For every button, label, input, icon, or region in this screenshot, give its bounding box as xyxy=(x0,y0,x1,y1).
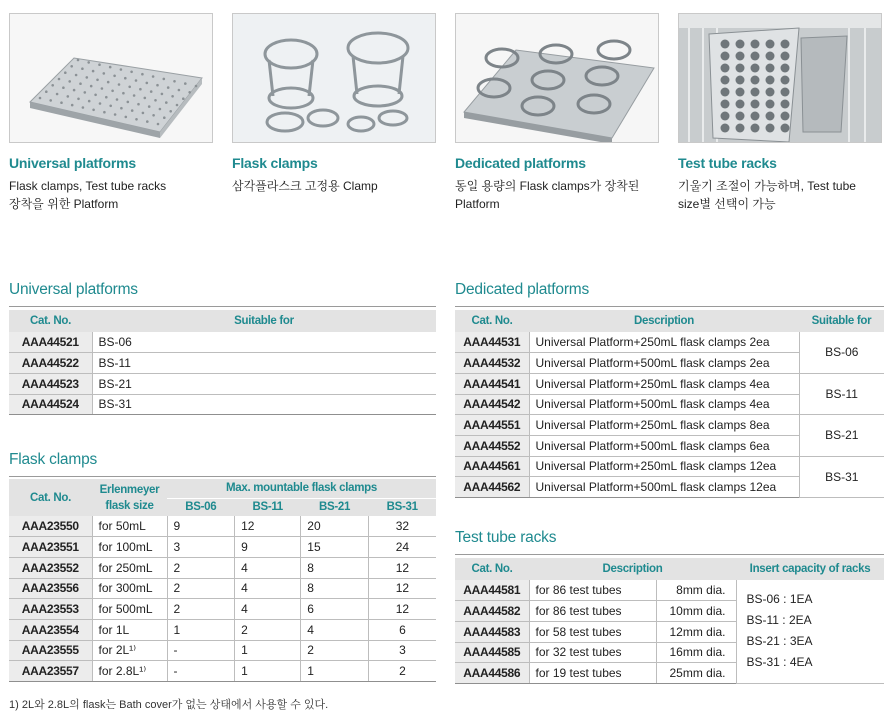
test-tube-racks-table xyxy=(455,558,884,684)
footnote: 1) 2L와 2.8L의 flask는 Bath cover가 없는 상태에서 사용할 수 있다. xyxy=(9,699,329,711)
description-cell: Universal Platform+500mL flask clamps 12ea xyxy=(529,477,799,498)
card-title: Dedicated platforms xyxy=(455,155,586,171)
table-row: AAA44521 BS-06 xyxy=(9,332,436,353)
dedicated-platform-photo xyxy=(455,13,659,143)
flask-size-cell: for 1L xyxy=(92,619,167,640)
col-header-bs-06: BS-06 xyxy=(167,498,235,516)
tube-diameter-cell: 16mm dia. xyxy=(656,642,736,663)
description-cell: Universal Platform+250mL flask clamps 12ea xyxy=(529,456,799,477)
clamp-count-cell: 4 xyxy=(235,578,301,599)
cat-no-cell: AAA44585 xyxy=(455,642,529,663)
card-description: 동일 용량의 Flask clamps가 장착된 Platform xyxy=(455,179,640,211)
tube-diameter-cell: 12mm dia. xyxy=(656,621,736,642)
flask-size-cell: for 2L¹⁾ xyxy=(92,640,167,661)
table-row xyxy=(455,580,884,601)
clamp-count-cell: 15 xyxy=(301,537,369,558)
section-rule xyxy=(9,306,436,307)
dedicated-platforms-table xyxy=(455,310,884,498)
table-row xyxy=(9,619,436,640)
table-row xyxy=(9,661,436,682)
clamp-count-cell: 9 xyxy=(235,537,301,558)
table-row: AAA44523 BS-21 xyxy=(9,373,436,394)
card-description: 기울기 조절이 가능하며, Test tube size별 선택이 가능 xyxy=(678,179,856,211)
table-row xyxy=(455,332,884,353)
cat-no-cell: AAA44542 xyxy=(455,394,529,415)
suitable-for-cell: BS-21 xyxy=(799,415,884,456)
flask-size-cell: for 500mL xyxy=(92,599,167,620)
table-row xyxy=(455,373,884,394)
suitable-for-cell: BS-11 xyxy=(799,373,884,414)
clamp-count-cell: 2 xyxy=(167,578,235,599)
flask-clamps-heading: Flask clamps xyxy=(9,451,98,468)
cat-no-cell: AAA44551 xyxy=(455,415,529,436)
clamp-count-cell: 12 xyxy=(368,599,436,620)
description-cell: for 19 test tubes xyxy=(529,663,656,684)
table-row xyxy=(455,415,884,436)
col-header-cat-no: Cat. No. xyxy=(455,558,529,580)
cat-no-cell: AAA23553 xyxy=(9,599,92,620)
clamp-count-cell: 12 xyxy=(368,557,436,578)
clamp-count-cell: 2 xyxy=(167,599,235,620)
clamp-count-cell: 20 xyxy=(301,516,369,537)
tube-diameter-cell: 8mm dia. xyxy=(656,580,736,601)
description-cell: for 58 test tubes xyxy=(529,621,656,642)
clamp-count-cell: 1 xyxy=(167,619,235,640)
flask-size-cell: for 250mL xyxy=(92,557,167,578)
table-row xyxy=(9,516,436,537)
section-rule xyxy=(9,476,436,477)
tube-diameter-cell: 25mm dia. xyxy=(656,663,736,684)
suitable-for-cell: BS-06 xyxy=(799,332,884,373)
clamp-count-cell: 3 xyxy=(167,537,235,558)
table-row xyxy=(455,456,884,477)
clamp-count-cell: 2 xyxy=(167,557,235,578)
cat-no-cell: AAA44583 xyxy=(455,621,529,642)
card-description: Flask clamps, Test tube racks 장착을 위한 Platform xyxy=(9,179,167,211)
cat-no-cell: AAA23550 xyxy=(9,516,92,537)
table-row xyxy=(9,578,436,599)
section-rule xyxy=(455,554,884,555)
col-header-bs-31: BS-31 xyxy=(368,498,436,516)
clamp-count-cell: 4 xyxy=(235,599,301,620)
product-card-dedicated-platforms xyxy=(455,13,659,213)
clamp-count-cell: 24 xyxy=(368,537,436,558)
clamp-count-cell: 4 xyxy=(235,557,301,578)
capacity-line: BS-21 : 3EA xyxy=(746,634,813,649)
description-cell: for 86 test tubes xyxy=(529,580,656,601)
col-header-suitable-for: Suitable for xyxy=(92,310,436,332)
col-header-bs-11: BS-11 xyxy=(235,498,301,516)
product-card-universal-platforms xyxy=(9,13,213,213)
clamp-count-cell: 2 xyxy=(301,640,369,661)
capacity-line: BS-06 : 1EA xyxy=(746,592,813,607)
cat-no-cell: AAA44562 xyxy=(455,477,529,498)
card-title: Universal platforms xyxy=(9,155,136,171)
tube-diameter-cell: 10mm dia. xyxy=(656,601,736,622)
cat-no-cell: AAA44561 xyxy=(455,456,529,477)
description-cell: Universal Platform+250mL flask clamps 4ea xyxy=(529,373,799,394)
universal-platform-photo xyxy=(9,13,213,143)
cat-no-cell: AAA23552 xyxy=(9,557,92,578)
col-header-bs-21: BS-21 xyxy=(301,498,369,516)
description-cell: Universal Platform+500mL flask clamps 6ea xyxy=(529,435,799,456)
universal-platforms-heading: Universal platforms xyxy=(9,281,138,298)
product-card-test-tube-racks xyxy=(678,13,882,213)
table-row xyxy=(9,537,436,558)
cat-no-cell: AAA44581 xyxy=(455,580,529,601)
clamp-count-cell: 32 xyxy=(368,516,436,537)
description-cell: Universal Platform+500mL flask clamps 2ea xyxy=(529,353,799,374)
col-header-suitable-for: Suitable for xyxy=(799,310,884,332)
clamp-count-cell: 2 xyxy=(235,619,301,640)
clamp-count-cell: 1 xyxy=(235,640,301,661)
clamp-count-cell: 12 xyxy=(368,578,436,599)
universal-platforms-table xyxy=(9,310,436,415)
col-header-description: Description xyxy=(529,558,736,580)
col-header-cat-no: Cat. No. xyxy=(455,310,529,332)
clamp-count-cell: 12 xyxy=(235,516,301,537)
cat-no-cell: AAA44541 xyxy=(455,373,529,394)
card-description: 삼각플라스크 고정용 Clamp xyxy=(232,179,378,193)
cat-no-cell: AAA44531 xyxy=(455,332,529,353)
description-cell: for 32 test tubes xyxy=(529,642,656,663)
clamp-count-cell: 4 xyxy=(301,619,369,640)
clamp-count-cell: 6 xyxy=(301,599,369,620)
suitable-for-cell: BS-31 xyxy=(799,456,884,497)
insert-capacity-cell xyxy=(736,580,884,683)
description-cell: Universal Platform+500mL flask clamps 4ea xyxy=(529,394,799,415)
col-header-description: Description xyxy=(529,310,799,332)
product-card-flask-clamps xyxy=(232,13,436,195)
cat-no-cell: AAA23551 xyxy=(9,537,92,558)
description-cell: Universal Platform+250mL flask clamps 8ea xyxy=(529,415,799,436)
cat-no-cell: AAA44586 xyxy=(455,663,529,684)
clamp-count-cell: 8 xyxy=(301,578,369,599)
clamp-count-cell: 9 xyxy=(167,516,235,537)
clamp-count-cell: 1 xyxy=(235,661,301,682)
cat-no-cell: AAA44532 xyxy=(455,353,529,374)
table-row: AAA44524 BS-31 xyxy=(9,394,436,415)
section-rule xyxy=(455,306,884,307)
dedicated-platforms-heading: Dedicated platforms xyxy=(455,281,590,298)
col-header-insert-capacity: Insert capacity of racks xyxy=(736,558,884,580)
description-cell: for 86 test tubes xyxy=(529,601,656,622)
clamp-count-cell: 1 xyxy=(301,661,369,682)
test-tube-racks-heading: Test tube racks xyxy=(455,529,557,546)
flask-size-cell: for 100mL xyxy=(92,537,167,558)
col-header-cat-no: Cat. No. xyxy=(9,310,92,332)
clamp-count-cell: 8 xyxy=(301,557,369,578)
col-header-cat-no: Cat. No. xyxy=(9,479,92,516)
clamp-count-cell: 6 xyxy=(368,619,436,640)
flask-clamps-photo xyxy=(232,13,436,143)
cat-no-cell: AAA44552 xyxy=(455,435,529,456)
clamp-count-cell: 3 xyxy=(368,640,436,661)
test-tube-rack-photo xyxy=(678,13,882,143)
cat-no-cell: AAA23556 xyxy=(9,578,92,599)
capacity-line: BS-31 : 4EA xyxy=(746,655,813,670)
capacity-line: BS-11 : 2EA xyxy=(746,613,812,628)
table-row xyxy=(9,640,436,661)
flask-size-cell: for 50mL xyxy=(92,516,167,537)
card-title: Flask clamps xyxy=(232,155,318,171)
cat-no-cell: AAA23557 xyxy=(9,661,92,682)
card-title: Test tube racks xyxy=(678,155,777,171)
flask-clamps-table xyxy=(9,479,436,682)
description-cell: Universal Platform+250mL flask clamps 2ea xyxy=(529,332,799,353)
cat-no-cell: AAA23555 xyxy=(9,640,92,661)
flask-size-cell: for 2.8L¹⁾ xyxy=(92,661,167,682)
col-header-flask-size: Erlenmeyer flask size xyxy=(92,479,167,516)
table-row xyxy=(9,599,436,620)
clamp-count-cell: 2 xyxy=(368,661,436,682)
col-header-max-mountable: Max. mountable flask clamps xyxy=(167,479,436,498)
clamp-count-cell: - xyxy=(167,640,235,661)
flask-size-cell: for 300mL xyxy=(92,578,167,599)
table-row: AAA44522 BS-11 xyxy=(9,353,436,374)
clamp-count-cell: - xyxy=(167,661,235,682)
cat-no-cell: AAA23554 xyxy=(9,619,92,640)
cat-no-cell: AAA44582 xyxy=(455,601,529,622)
table-row xyxy=(9,557,436,578)
